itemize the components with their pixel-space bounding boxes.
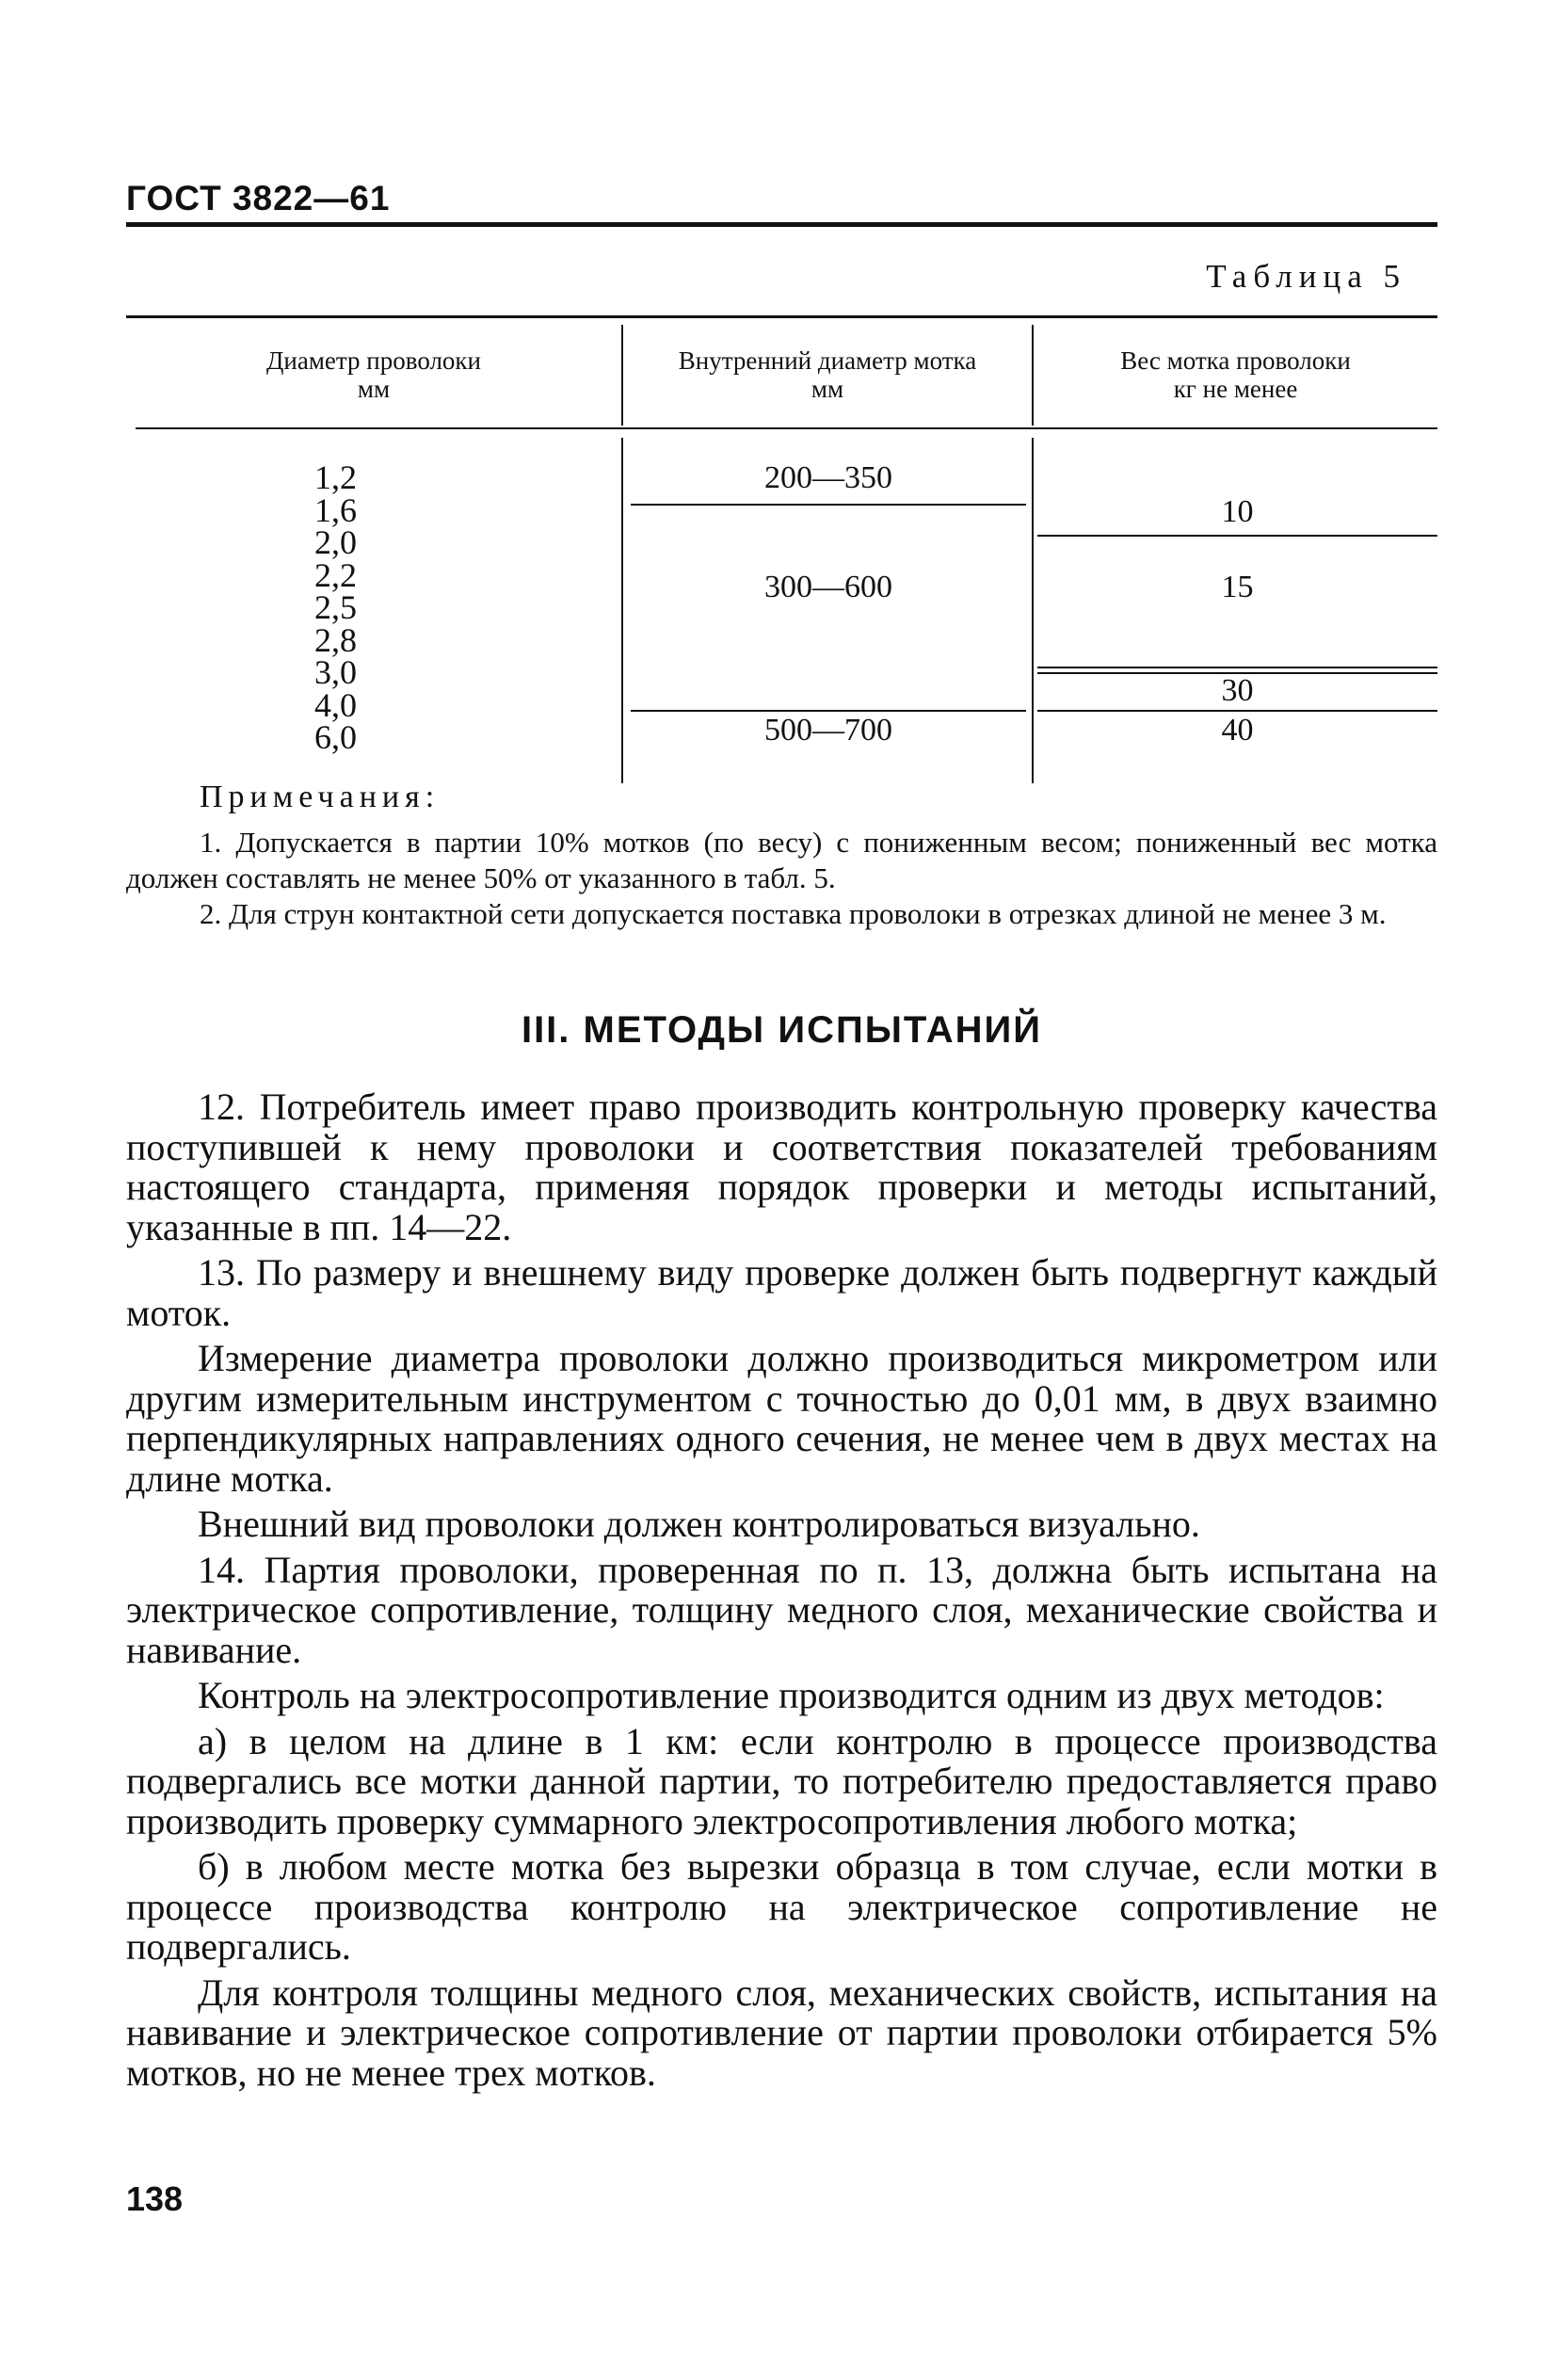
diameter-value: 1,2 [314,458,357,496]
col-header-weight: Вес мотка проволоки кг не менее [1120,346,1351,403]
diameter-value: 3,0 [314,653,357,691]
weight-rule-2 [1037,667,1437,668]
body-text [126,1087,1437,2099]
diameter-list [314,458,427,756]
diameter-value: 6,0 [314,718,357,756]
diameter-value: 2,5 [314,588,357,626]
header-rule [126,222,1437,227]
notes-title: Примечания: [200,780,441,814]
table-top-rule [126,315,1437,318]
paragraph: Для контроля толщины медного слоя, механических свойств, испытания на навивание и электрическое сопротивление от партии проволоки отбирается 5% мотков, но не менее трех мотков. [126,1970,1437,2094]
paragraph: б) в любом месте мотка без вырезки образца в том случае, если мотки в процессе производства контролю на электрическое сопротивление не подвергались. [126,1845,1437,1968]
inner-diameter-value: 500—700 [764,713,892,748]
diameter-value: 2,8 [314,620,357,659]
page-number: 138 [126,2179,184,2218]
paragraph: 12. Потребитель имеет право производить контрольную проверку качества поступившей к нему проволоки и соответствия показателей требованиям настоящего стандарта, применяя порядок проверки и методы испытаний, указанные в пп. 14—22. [126,1085,1437,1248]
paragraph: Измерение диаметра проволоки должно производиться микрометром или другим измерительным инструментом с точностью до 0,01 мм, в двух взаимно перпендикулярных направлениях одного сечения, не менее чем в двух местах на длине мотка. [126,1337,1437,1500]
diameter-value: 4,0 [314,685,357,724]
note-2: 2. Для струн контактной сети допускается поставка проволоки в отрезках длиной не менее 3 м. [200,897,1387,930]
inner-rule-2 [631,710,1026,712]
table-col-rule-1b [621,438,623,783]
diameter-value: 2,0 [314,523,357,561]
weight-rule-1 [1037,535,1437,537]
paragraph: а) в целом на длине в 1 км: если контролю в процессе производства подвергались все мотки данной партии, то потребителю предоставляется право производить проверку суммарного электросопротивления любого мотка; [126,1719,1437,1842]
paragraph: Контроль на электросопротивление производится одним из двух методов: [198,1674,1385,1716]
table-5 [126,311,1437,781]
paragraph: Внешний вид проволоки должен контролироваться визуально. [198,1503,1200,1545]
inner-rule-1 [631,504,1026,506]
weight-value: 40 [1221,713,1254,748]
paragraph: 13. По размеру и внешнему виду проверке должен быть подвергнут каждый моток. [126,1251,1437,1334]
diameter-value: 2,2 [314,555,357,594]
table-header-rule [136,427,1437,429]
inner-diameter-value: 300—600 [764,570,892,604]
weight-value: 30 [1221,673,1254,708]
paragraph: 14. Партия проволоки, проверенная по п. 13, должна быть испытана на электрическое сопротивление, толщину медного слоя, механические свойства и навивание. [126,1548,1437,1671]
weight-value: 15 [1221,570,1254,604]
section-title: III. МЕТОДЫ ИСПЫТАНИЙ [521,1009,1043,1051]
diameter-value: 1,6 [314,490,357,529]
table-col-rule-2b [1032,438,1034,783]
table-caption: Таблица 5 [1206,258,1406,295]
col-header-diameter: Диаметр проволоки мм [266,346,481,403]
inner-diameter-value: 200—350 [764,460,892,495]
col-header-inner-diameter: Внутренний диаметр мотка мм [678,346,977,403]
note-1: 1. Допускается в партии 10% мотков (по весу) с пониженным весом; пониженный вес мотка должен составлять не менее 50% от указанного в табл. 5. [126,826,1437,894]
weight-value: 10 [1221,494,1254,529]
document-header: ГОСТ 3822—61 [126,179,391,217]
weight-rule-4 [1037,710,1437,712]
